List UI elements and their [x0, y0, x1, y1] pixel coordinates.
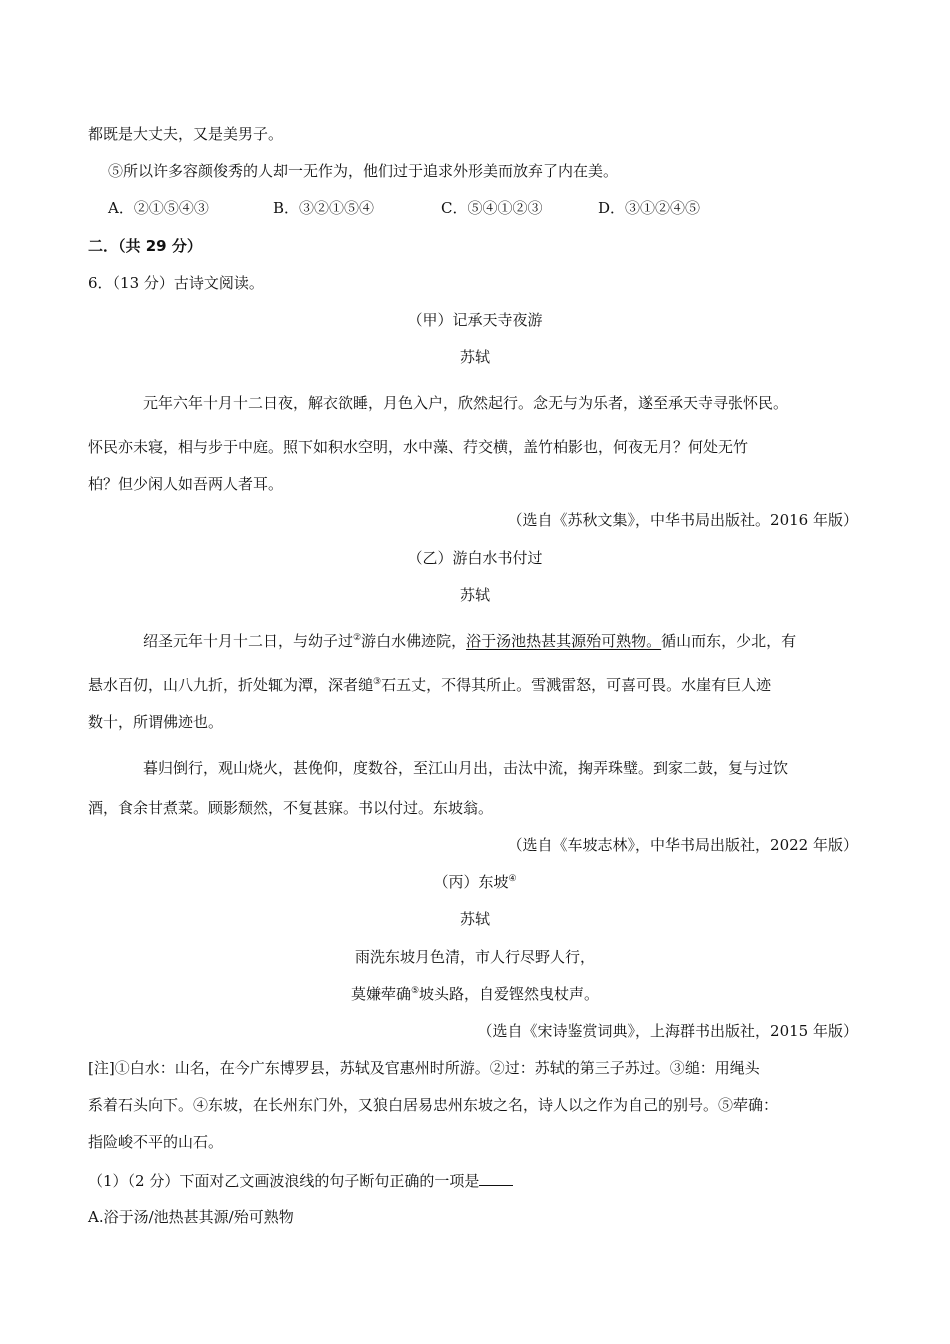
notes-line: 系着石头向下。④东坡，在长州东门外，又狼白居易忠州东坡之名，诗人以之作为自己的别号。⑤荦确：	[88, 1096, 779, 1114]
notes-line: [注]①白水：山名，在今广东博罗县，苏轼及官惠州时所游。②过：苏轼的第三子苏过。③缒：用绳头	[88, 1059, 760, 1077]
sub-question-1-option-a: A.浴于汤/池热甚其源/殆可熟物	[88, 1208, 294, 1226]
bing-author: 苏轼	[459, 910, 490, 928]
yi-text-line	[143, 630, 862, 652]
yi-source: （选自《车坡志林》，中华书局出版社，2022 年版）	[507, 836, 858, 854]
yi-author: 苏轼	[459, 586, 490, 604]
q5-option-d: D．③①②④⑤	[598, 199, 701, 217]
jia-author: 苏轼	[459, 348, 490, 366]
section-heading: 二．（共 29 分）	[88, 237, 202, 255]
wavy-underlined-sentence: 浴于汤池热甚其源殆可熟物。	[466, 632, 662, 650]
yi-text-line	[88, 674, 862, 696]
jia-text-line: 元年六年十月十二日夜，解衣欲睡，月色入户，欣然起行。念无与为乐者，遂至承天寺寻张怀民。	[143, 394, 789, 412]
note-marker: ⑤	[410, 986, 420, 996]
sub-question-1	[88, 1169, 862, 1192]
yi-text-line: 酒，食余甘煮菜。顾影颓然，不复甚寐。书以付过。东坡翁。	[88, 799, 494, 817]
q5-item-5: ⑤所以许多容颜俊秀的人却一无作为，他们过于追求外形美而放弃了内在美。	[108, 162, 619, 180]
q5-option-c: C．⑤④①②③	[441, 199, 543, 217]
yi-text-segment: 石五丈，不得其所止。雪溅雷怒，可喜可畏。水崖有巨人迹	[381, 676, 772, 694]
q5-option-b: B．③②①⑤④	[273, 199, 375, 217]
note-marker: ②	[353, 633, 362, 643]
jia-source: （选自《苏秋文集》，中华书局出版社。2016 年版）	[507, 511, 858, 529]
yi-text-segment: 悬水百仞，山八九折，折处辄为潭，深者缒	[88, 676, 374, 694]
poem-segment: 坡头路，自爱铿然曳杖声。	[419, 985, 600, 1003]
q6-stem: 6．（13 分）古诗文阅读。	[88, 274, 264, 292]
q5-item-continuation: 都既是大丈夫，又是美男子。	[88, 125, 284, 143]
bing-title	[0, 871, 950, 893]
jia-title: （甲）记承天寺夜游	[407, 311, 543, 329]
jia-text-line: 柏？但少闲人如吾两人者耳。	[88, 475, 284, 493]
yi-text-segment: 游白水佛迹院，	[361, 632, 467, 650]
poem-segment: 莫嫌荦确	[350, 985, 411, 1003]
note-marker: ③	[373, 677, 382, 687]
q5-options	[108, 197, 862, 219]
jia-text-line: 怀民亦未寝，相与步于中庭。照下如积水空明，水中藻、荇交横，盖竹柏影也，何夜无月？何处无竹	[88, 438, 749, 456]
sub-question-1-stem: （1）（2 分）下面对乙文画波浪线的句子断句正确的一项是	[88, 1172, 480, 1190]
bing-source: （选自《宋诗鉴赏词典》，上海群书出版社，2015 年版）	[477, 1022, 858, 1040]
yi-text-segment: 循山而东，少北，有	[661, 632, 797, 650]
poem-line: 雨洗东坡月色清，市人行尽野人行，	[354, 948, 595, 966]
yi-text-segment: 绍圣元年十月十二日，与幼子过	[143, 632, 354, 650]
note-marker: ④	[508, 874, 517, 884]
bing-title-text: （丙）东坡	[433, 873, 509, 891]
notes-line: 指险峻不平的山石。	[88, 1133, 224, 1151]
yi-text-line: 暮归倒行，观山烧火，甚俛仰，度数谷，至江山月出，击汰中流，掬弄珠璧。到家二鼓，复与过饮	[143, 759, 789, 777]
yi-text-line: 数十，所谓佛迹也。	[88, 713, 224, 731]
answer-blank[interactable]	[479, 1169, 513, 1186]
poem-line	[0, 983, 950, 1005]
q5-option-a: A．②①⑤④③	[108, 199, 209, 217]
yi-title: （乙）游白水书付过	[407, 549, 543, 567]
